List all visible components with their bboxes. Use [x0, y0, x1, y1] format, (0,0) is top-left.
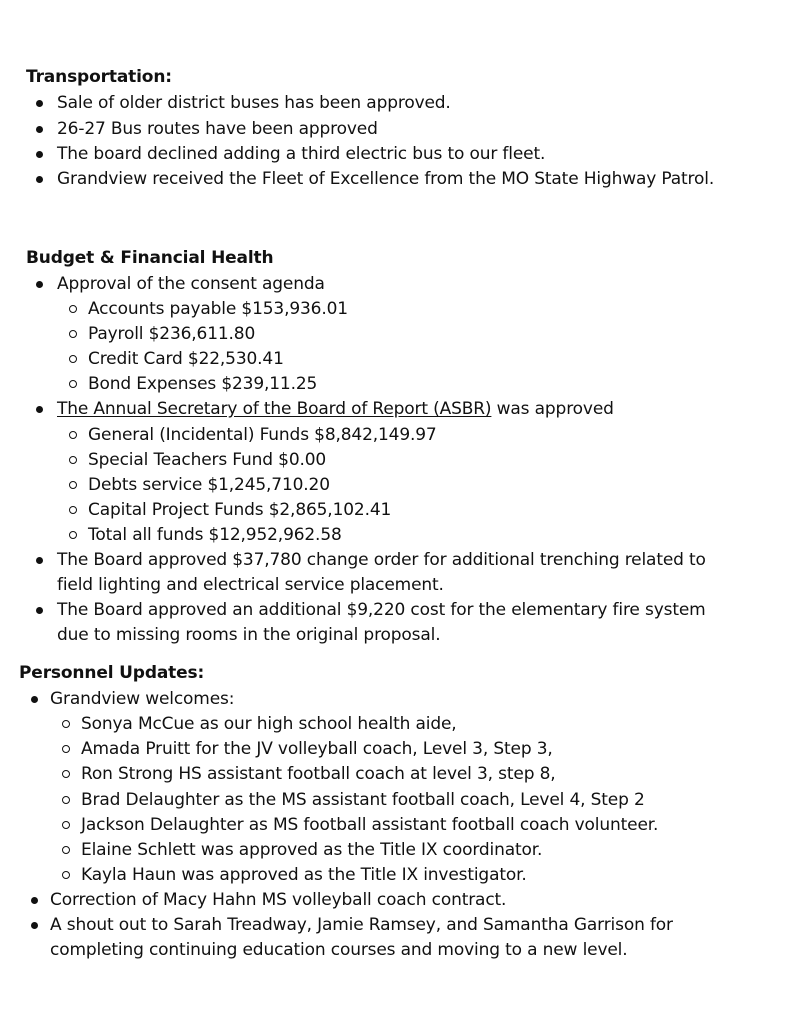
bullet-icon — [36, 126, 43, 133]
consent-agenda-subitem: Credit Card $22,530.41 — [88, 349, 284, 369]
bullet-icon — [31, 922, 38, 929]
asbr-suffix: was approved — [491, 399, 614, 419]
personnel-heading: Personnel Updates: — [19, 663, 205, 683]
consent-agenda-subitem: Accounts payable $153,936.01 — [88, 299, 348, 319]
bullet-icon — [36, 607, 43, 614]
bullet-icon — [36, 176, 43, 183]
asbr-link[interactable]: The Annual Secretary of the Board of Report (ASBR) — [57, 399, 492, 419]
welcomes-subitem: Kayla Haun was approved as the Title IX investigator. — [81, 865, 527, 885]
sub-bullet-icon — [62, 745, 70, 753]
bullet-icon — [36, 281, 43, 288]
welcomes-subitem: Elaine Schlett was approved as the Title IX coordinator. — [81, 840, 543, 860]
welcomes-subitem: Brad Delaughter as the MS assistant football coach, Level 4, Step 2 — [81, 790, 645, 810]
sub-bullet-icon — [62, 770, 70, 778]
fire-system-item-cont: due to missing rooms in the original proposal. — [57, 625, 441, 645]
sub-bullet-icon — [69, 355, 77, 363]
sub-bullet-icon — [62, 796, 70, 804]
asbr-subitem: General (Incidental) Funds $8,842,149.97 — [88, 425, 437, 445]
change-order-item-cont: field lighting and electrical service placement. — [57, 575, 444, 595]
transportation-item: Sale of older district buses has been approved. — [57, 93, 451, 113]
transportation-item: The board declined adding a third electric bus to our fleet. — [57, 144, 546, 164]
correction-item: Correction of Macy Hahn MS volleyball coach contract. — [50, 890, 507, 910]
sub-bullet-icon — [62, 846, 70, 854]
transportation-item: 26-27 Bus routes have been approved — [57, 119, 378, 139]
change-order-item: The Board approved $37,780 change order for additional trenching related to — [57, 550, 706, 570]
sub-bullet-icon — [69, 431, 77, 439]
sub-bullet-icon — [69, 380, 77, 388]
sub-bullet-icon — [62, 821, 70, 829]
welcomes-subitem: Jackson Delaughter as MS football assistant football coach volunteer. — [81, 815, 659, 835]
consent-agenda-item: Approval of the consent agenda — [57, 274, 325, 294]
sub-bullet-icon — [69, 456, 77, 464]
sub-bullet-icon — [69, 506, 77, 514]
asbr-subitem: Capital Project Funds $2,865,102.41 — [88, 500, 392, 520]
sub-bullet-icon — [62, 871, 70, 879]
sub-bullet-icon — [69, 531, 77, 539]
asbr-subitem: Debts service $1,245,710.20 — [88, 475, 330, 495]
welcomes-subitem: Sonya McCue as our high school health aide, — [81, 714, 457, 734]
bullet-icon — [36, 406, 43, 413]
transportation-heading: Transportation: — [26, 67, 172, 87]
budget-heading: Budget & Financial Health — [26, 248, 274, 268]
asbr-subitem: Total all funds $12,952,962.58 — [88, 525, 342, 545]
sub-bullet-icon — [69, 481, 77, 489]
consent-agenda-subitem: Bond Expenses $239,11.25 — [88, 374, 318, 394]
asbr-item — [57, 397, 614, 422]
asbr-subitem: Special Teachers Fund $0.00 — [88, 450, 327, 470]
bullet-icon — [36, 557, 43, 564]
welcomes-subitem: Amada Pruitt for the JV volleyball coach, Level 3, Step 3, — [81, 739, 553, 759]
sub-bullet-icon — [69, 330, 77, 338]
sub-bullet-icon — [62, 720, 70, 728]
bullet-icon — [36, 100, 43, 107]
fire-system-item: The Board approved an additional $9,220 cost for the elementary fire system — [57, 600, 706, 620]
welcomes-subitem: Ron Strong HS assistant football coach at level 3, step 8, — [81, 764, 556, 784]
sub-bullet-icon — [69, 305, 77, 313]
bullet-icon — [36, 151, 43, 158]
shout-out-item: A shout out to Sarah Treadway, Jamie Ramsey, and Samantha Garrison for — [50, 915, 673, 935]
bullet-icon — [31, 696, 38, 703]
transportation-item: Grandview received the Fleet of Excellence from the MO State Highway Patrol. — [57, 169, 715, 189]
consent-agenda-subitem: Payroll $236,611.80 — [88, 324, 256, 344]
welcomes-item: Grandview welcomes: — [50, 689, 235, 709]
shout-out-item-cont: completing continuing education courses and moving to a new level. — [50, 940, 628, 960]
bullet-icon — [31, 897, 38, 904]
